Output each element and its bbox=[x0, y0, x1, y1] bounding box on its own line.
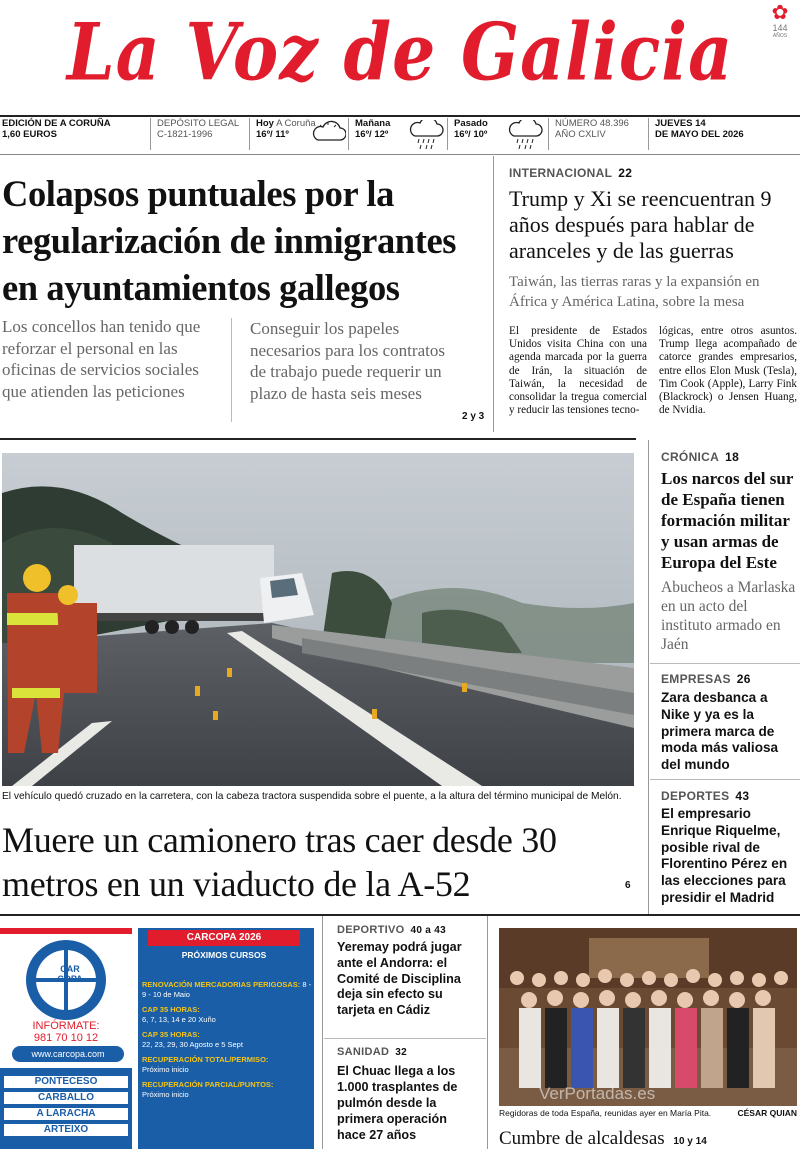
number-cell bbox=[548, 118, 648, 150]
empresas-headline[interactable]: Zara desbanca a Nike y ya es la primera marca de moda más valiosa del mundo bbox=[661, 690, 779, 773]
course-name: RENOVACIÓN MERCADORIAS PERIGOSAS: bbox=[142, 980, 301, 989]
empresas-kicker bbox=[661, 672, 751, 686]
edition-cell bbox=[0, 118, 146, 150]
after-label: Pasado bbox=[454, 118, 488, 129]
deposit-label: DEPÓSITO LEGAL bbox=[157, 118, 240, 129]
price-label: 1,60 EUROS bbox=[2, 129, 57, 140]
ad-location: ARTEIXO bbox=[4, 1124, 128, 1136]
photo-page: 6 bbox=[625, 880, 631, 891]
sanidad-kicker bbox=[337, 1046, 407, 1058]
headline-text: Cumbre de alcaldesas bbox=[499, 1128, 665, 1149]
truck-accident-photo[interactable] bbox=[2, 453, 634, 786]
course-name: CAP 35 HORAS: bbox=[142, 1005, 200, 1014]
photo-credit: CÉSAR QUIAN bbox=[737, 1108, 797, 1118]
date-cell bbox=[648, 118, 800, 150]
kicker-page: 32 bbox=[395, 1047, 407, 1058]
weather-today bbox=[249, 118, 347, 150]
cloudy-icon bbox=[310, 120, 346, 144]
rain-icon bbox=[508, 120, 544, 150]
lead-deck-right: Conseguir los papeles necesarios para los contratos de trabajo puede requerir un plazo de hasta seis meses bbox=[250, 319, 445, 403]
rain-icon bbox=[409, 120, 445, 150]
flower-icon: ✿ bbox=[771, 2, 789, 24]
headline-pages: 10 y 14 bbox=[673, 1136, 707, 1147]
today-temp: 16º/ 11º bbox=[256, 129, 289, 140]
ad-url[interactable]: www.carcopa.com bbox=[12, 1046, 124, 1062]
lead-pages: 2 y 3 bbox=[462, 411, 485, 422]
ad-info-label: INFÓRMATE: bbox=[32, 1020, 100, 1032]
carcopa-ad[interactable] bbox=[0, 928, 314, 1149]
ad-subtitle: PRÓXIMOS CURSOS bbox=[181, 950, 267, 960]
ad-title: CARCOPA 2026 bbox=[148, 930, 300, 946]
course-name: RECUPERACIÓN PARCIAL/PUNTOS: bbox=[142, 1080, 274, 1089]
after-temp: 16º/ 10º bbox=[454, 129, 488, 140]
kicker-label: CRÓNICA bbox=[661, 450, 720, 464]
kicker-page: 43 bbox=[735, 789, 750, 803]
ad-course-list bbox=[142, 980, 312, 1099]
lead-deck-left: Los concellos han tenido que reforzar el personal en las oficinas de servicios sociales que atienden las peticiones bbox=[2, 317, 201, 401]
anniversary-badge bbox=[766, 2, 794, 42]
issue-number: NÚMERO 48.396 bbox=[555, 118, 629, 129]
deportes-headline[interactable]: El empresario Enrique Riquelme, posible rival de Florentino Pérez en las elecciones para presidir el Madrid bbox=[661, 806, 788, 905]
today-label: Hoy bbox=[256, 118, 274, 129]
lead-headline[interactable]: Colapsos puntuales por la regularización de inmigrantes en ayuntamientos gallegos bbox=[2, 173, 457, 308]
sanidad-headline[interactable]: El Chuac llega a los 1.000 trasplantes de pulmón desde la primera operación hace 27 años bbox=[337, 1064, 458, 1142]
international-kicker bbox=[509, 166, 632, 180]
cronica-deck: Abucheos a Marlaska en un acto del instituto armado en Jaén bbox=[661, 579, 796, 653]
deportivo-kicker bbox=[337, 924, 446, 936]
deposit-cell bbox=[150, 118, 248, 150]
course-dates: 8 - 9 - 10 de Maio bbox=[142, 980, 312, 999]
kicker-label: SANIDAD bbox=[337, 1046, 390, 1058]
international-body-1: El presidente de Estados Unidos visita China con una agenda marcada por la guerra de Irán, la situación de Taiwán, la necesidad de consolidar la tregua comercial y reducir las tensiones tecno- bbox=[509, 325, 647, 417]
issue-year: AÑO CXLIV bbox=[555, 129, 606, 140]
international-headline[interactable]: Trump y Xi se reencuentran 9 años después para hablar de aranceles y de las guerras bbox=[509, 186, 772, 263]
weather-tomorrow bbox=[348, 118, 446, 150]
newspaper-logo[interactable]: La Voz de Galicia bbox=[66, 7, 734, 100]
kicker-page: 26 bbox=[736, 672, 751, 686]
international-body-2: lógicas, entre otros asuntos. Trump llega acompañado de catorce grandes empresarios, entre ellos Elon Musk (Tesla), Tim Cook (Apple), Larry Fink (Blackrock) o Jensen Huang, de Nvidia. bbox=[659, 325, 797, 417]
cronica-headline[interactable]: Los narcos del sur de España tienen formación militar y usan armas de Europa del Este bbox=[661, 469, 794, 572]
date-line2: DE MAYO DEL 2026 bbox=[655, 129, 744, 140]
watermark: VerPortadas.es bbox=[539, 1084, 656, 1103]
kicker-label: DEPORTES bbox=[661, 789, 730, 803]
cronica-kicker bbox=[661, 450, 739, 464]
kicker-label: EMPRESAS bbox=[661, 672, 731, 686]
kicker-label: INTERNACIONAL bbox=[509, 166, 613, 180]
info-bar bbox=[0, 118, 800, 154]
kicker-label: DEPORTIVO bbox=[337, 924, 405, 936]
weather-after bbox=[447, 118, 547, 150]
date-line1: JUEVES 14 bbox=[655, 118, 706, 129]
photo-caption: El vehículo quedó cruzado en la carretera, con la cabeza tractora suspendida sobre el puente, a la altura del término municipal de Melón. bbox=[2, 791, 622, 802]
masthead bbox=[0, 0, 800, 112]
mayors-group-photo[interactable] bbox=[499, 928, 797, 1106]
mayors-caption bbox=[499, 1108, 797, 1118]
deportes-kicker bbox=[661, 789, 749, 803]
course-dates: 6, 7, 13, 14 e 20 Xuño bbox=[142, 1014, 216, 1024]
tomorrow-label: Mañana bbox=[355, 118, 391, 129]
photo-headline[interactable]: Muere un camionero tras caer desde 30 metros en un viaducto de la A-52 bbox=[2, 820, 557, 904]
course-name: CAP 35 HORAS: bbox=[142, 1030, 200, 1039]
edition-label: EDICIÓN DE A CORUÑA bbox=[2, 118, 111, 129]
deposit-code: C-1821-1996 bbox=[157, 129, 213, 140]
deportivo-headline[interactable]: Yeremay podrá jugar ante el Andorra: el Comité de Disciplina deja sin efecto su tarjeta en Cádiz bbox=[337, 940, 462, 1018]
anniversary-number: 144 bbox=[772, 23, 788, 33]
kicker-page: 40 a 43 bbox=[410, 925, 446, 936]
carcopa-logo-text: CAR COPA bbox=[57, 964, 83, 984]
international-deck: Taiwán, las tierras raras y la expansión en África y América Latina, sobre la mesa bbox=[509, 274, 760, 310]
course-dates: Próximo inicio bbox=[142, 1089, 189, 1099]
course-name: RECUPERACIÓN TOTAL/PERMISO: bbox=[142, 1055, 269, 1064]
ad-phone[interactable]: 981 70 10 12 bbox=[33, 1032, 99, 1044]
anniversary-label: AÑOS bbox=[772, 33, 788, 39]
tomorrow-temp: 16º/ 12º bbox=[355, 129, 389, 140]
ad-location: PONTECESO bbox=[4, 1076, 128, 1088]
course-dates: Próximo inicio bbox=[142, 1064, 189, 1074]
kicker-page: 22 bbox=[618, 166, 633, 180]
alcaldesas-headline[interactable] bbox=[499, 1127, 707, 1149]
kicker-page: 18 bbox=[725, 450, 740, 464]
caption-text: Regidoras de toda España, reunidas ayer en María Pita. bbox=[499, 1108, 712, 1118]
today-city: A Coruña bbox=[276, 118, 316, 129]
ad-location: A LARACHA bbox=[4, 1108, 128, 1120]
ad-location: CARBALLO bbox=[4, 1092, 128, 1104]
course-dates: 22, 23, 29, 30 Agosto e 5 Sept bbox=[142, 1039, 243, 1049]
